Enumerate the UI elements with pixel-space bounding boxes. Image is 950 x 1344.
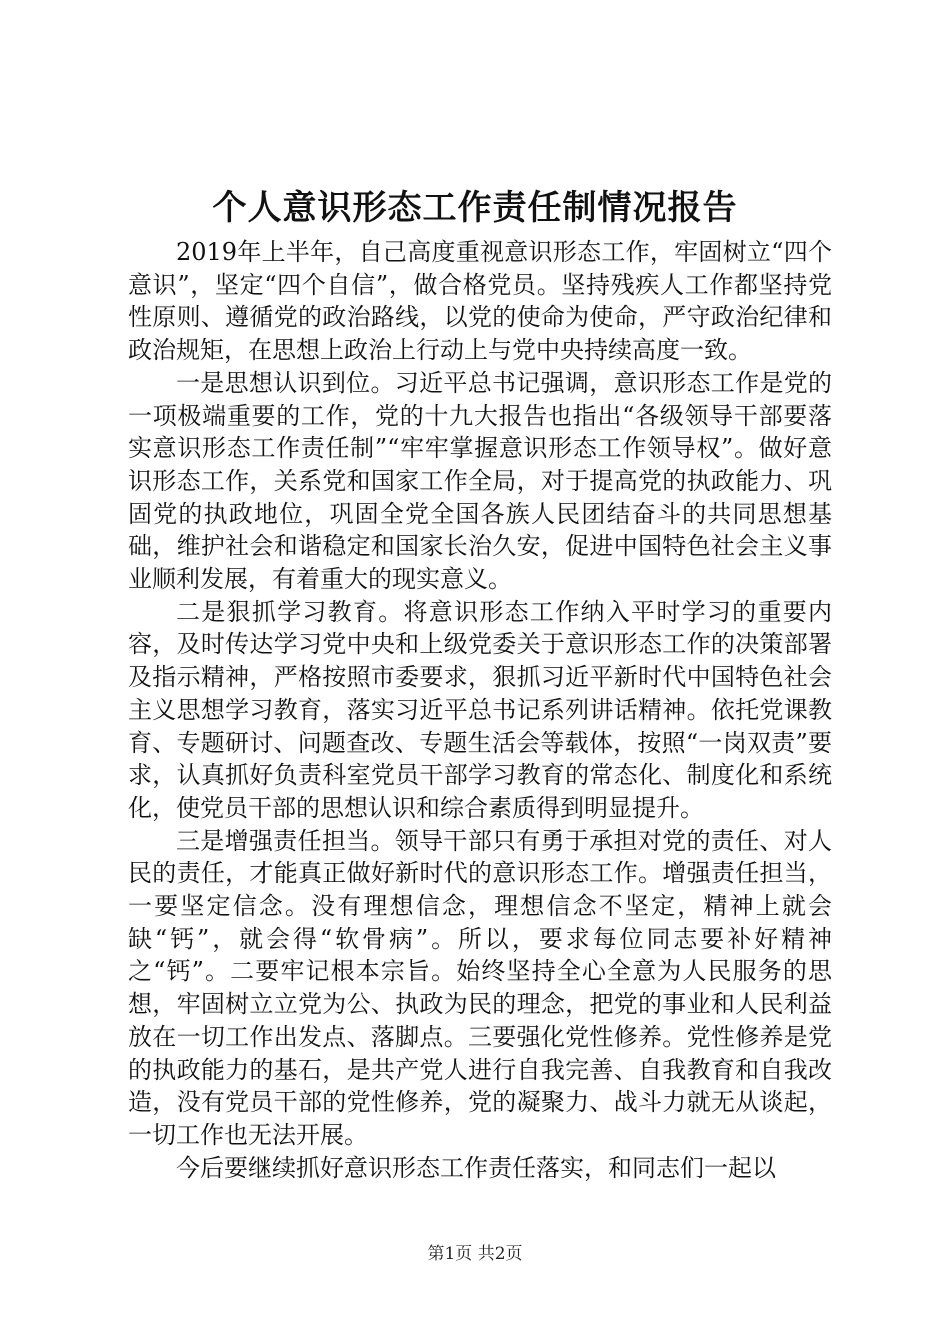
paragraph-intro: 2019年上半年，自己高度重视意识形态工作，牢固树立“四个意识”，坚定“四个自信”，做合格党员。坚持残疾人工作都坚持党性原则、遵循党的政治路线，以党的使命为使命，严守政治纪律和政治规矩，在思想上政治上行动上与党中央持续高度一致。 xyxy=(128,238,832,365)
paragraph-responsibility: 三是增强责任担当。领导干部只有勇于承担对党的责任、对人民的责任，才能真正做好新时代的意识形态工作。增强责任担当，一要坚定信念。没有理想信念，理想信念不坚定，精神上就会缺“钙”，就会得“软骨病”。所以，要求每位同志要补好精神之“钙”。二要牢记根本宗旨。始终坚持全心全意为人民服务的思想，牢固树立立党为公、执政为民的理念，把党的事业和人民利益放在一切工作出发点、落脚点。三要强化党性修养。党性修养是党的执政能力的基石，是共产党人进行自我完善、自我教育和自我改造，没有党员干部的党性修养，党的凝聚力、战斗力就无从谈起，一切工作也无法开展。 xyxy=(128,826,832,1149)
page-footer xyxy=(0,1242,950,1266)
paragraph-future-work: 今后要继续抓好意识形态工作责任落实，和同志们一起以 xyxy=(176,1153,776,1182)
paragraph-study-education: 二是狠抓学习教育。将意识形态工作纳入平时学习的重要内容，及时传达学习党中央和上级党委关于意识形态工作的决策部署及指示精神，严格按照市委要求，狠抓习近平新时代中国特色社会主义思想学习教育，落实习近平总书记系列讲话精神。依托党课教育、专题研讨、问题查改、专题生活会等载体，按照“一岗双责”要求，认真抓好负责科室党员干部学习教育的常态化、制度化和系统化，使党员干部的思想认识和综合素质得到明显提升。 xyxy=(128,597,832,822)
page-indicator: 第1页 共2页 xyxy=(427,1244,523,1264)
paragraph-thought-awareness: 一是思想认识到位。习近平总书记强调，意识形态工作是党的一项极端重要的工作，党的十九大报告也指出“各级领导干部要落实意识形态工作责任制”“牢牢掌握意识形态工作领导权”。做好意识形态工作，关系党和国家工作全局，对于提高党的执政能力、巩固党的执政地位，巩固全党全国各族人民团结奋斗的共同思想基础，维护社会和谐稳定和国家长治久安，促进中国特色社会主义事业顺利发展，有着重大的现实意义。 xyxy=(128,368,832,594)
document-body xyxy=(128,236,832,1184)
document-title: 个人意识形态工作责任制情况报告 xyxy=(212,188,738,228)
